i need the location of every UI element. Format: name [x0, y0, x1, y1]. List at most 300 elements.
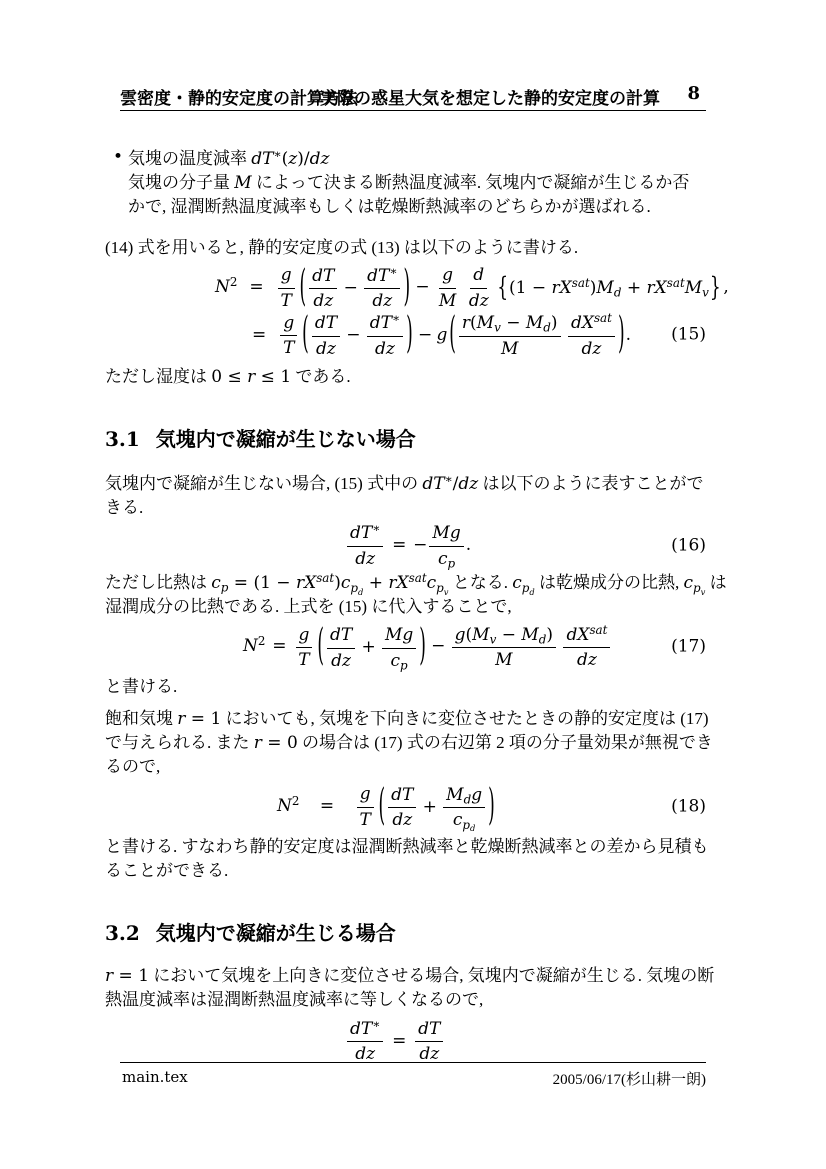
text: で与えられる. また: [105, 733, 254, 753]
math-text: dz: [458, 474, 479, 495]
math-roman: ∗: [389, 263, 398, 278]
page-number: 8: [687, 83, 700, 104]
text: は乾燥成分の比熱,: [534, 573, 684, 593]
math-text: v: [443, 586, 449, 597]
math-text: r: [253, 733, 262, 754]
math-roman: ∗: [273, 147, 282, 162]
math-text: d: [538, 632, 547, 647]
math-roman: =: [272, 636, 287, 657]
math-text: v: [702, 285, 709, 300]
math-text: p: [521, 581, 530, 596]
math-text: dz: [419, 1044, 440, 1065]
equation-row: [252, 308, 706, 360]
section-title: 気塊内で凝縮が生じる場合: [155, 922, 396, 945]
math-text: c: [437, 548, 448, 569]
math-text: g: [283, 312, 295, 333]
math-roman: )/: [297, 149, 310, 169]
fraction: [436, 265, 459, 311]
math-text: c: [452, 810, 463, 831]
numerator: [439, 265, 456, 289]
text-line: [105, 859, 706, 883]
inline-math: [211, 367, 291, 386]
fraction: [309, 266, 337, 312]
footer-rule: [120, 1062, 706, 1063]
superscript: [667, 276, 685, 290]
math-text: dX: [570, 313, 594, 334]
paren-group: [316, 620, 427, 673]
numerator: [296, 625, 313, 649]
math-text: c: [426, 573, 437, 594]
subscript: [400, 658, 408, 672]
math-roman: = 0: [261, 733, 298, 754]
numerator: [364, 263, 400, 290]
fraction: [568, 313, 615, 359]
fraction: [347, 523, 383, 569]
math-text: dX: [566, 624, 590, 645]
inline-math: [243, 620, 612, 673]
math-text: sat: [589, 622, 608, 637]
math-text: M: [525, 313, 544, 334]
math-text: v: [489, 632, 497, 647]
math-text: M: [476, 313, 495, 334]
math-roman: =: [252, 324, 267, 345]
superscript: [258, 635, 266, 649]
inline-math: [252, 308, 631, 360]
equation-16: [105, 522, 706, 569]
right-paren-icon: ): [403, 261, 411, 313]
math-text: p: [447, 556, 456, 571]
denominator: [579, 337, 605, 360]
subscript: [543, 321, 551, 335]
math-text: T: [298, 650, 310, 671]
math-roman: =: [392, 535, 407, 556]
paragraph-humidity-range: [105, 365, 706, 389]
math-text: p: [693, 581, 701, 596]
math-roman: −: [346, 325, 361, 346]
math-text: p: [436, 581, 444, 596]
numerator: [388, 785, 416, 809]
math-text: dz: [372, 291, 393, 312]
math-roman: (: [465, 624, 473, 645]
brace-content: [509, 265, 709, 311]
left-paren-icon: (: [378, 780, 386, 832]
paren-content: [386, 784, 487, 834]
text-line: [105, 755, 706, 779]
paragraph-can-write: [105, 675, 706, 699]
math-text: M: [438, 290, 457, 311]
fraction: [312, 313, 340, 359]
inline-math: [254, 733, 298, 752]
text: 熱温度減率は湿潤断熱温度減率に等しくなるので,: [105, 989, 484, 1009]
text: においても, 気塊を下向きに変位させたときの静的安定度は (17): [221, 709, 709, 729]
text: となる.: [448, 573, 513, 593]
math-text: dz: [316, 338, 336, 359]
math-text: g: [436, 324, 448, 345]
equation-row: [243, 620, 706, 673]
math-text: M: [495, 650, 513, 671]
section-number: 3.2: [105, 920, 140, 945]
left-paren-icon: (: [317, 620, 324, 672]
math-text: dT: [418, 1018, 441, 1039]
inline-math: [345, 521, 472, 571]
text-line: [105, 365, 706, 389]
math-text: g: [298, 624, 310, 645]
text: ることができる.: [105, 860, 229, 880]
inline-math: [345, 1016, 445, 1065]
math-text: d: [613, 285, 622, 300]
paragraph-estimate: [105, 835, 709, 883]
math-roman: 0 ≤: [211, 367, 248, 388]
paren-content: [307, 265, 402, 312]
fraction: [295, 625, 312, 671]
math-text: M: [501, 338, 519, 359]
math-text: p: [400, 658, 408, 673]
math-text: T: [283, 338, 295, 359]
math-text: rX: [551, 278, 572, 299]
text-line: [105, 964, 715, 988]
math-roman: −: [496, 624, 522, 645]
math-roman: (: [470, 313, 477, 334]
math-roman: =: [319, 796, 335, 817]
left-paren-icon: (: [449, 308, 456, 360]
superscript: [273, 147, 281, 161]
math-text: N: [215, 277, 230, 297]
text: によって決まる断熱温度減率. 気塊内で凝縮が生じるか否: [251, 173, 690, 192]
math-text: c: [211, 573, 221, 594]
text: 湿潤成分の比熱である. 上式を (15) に代入することで,: [105, 597, 512, 617]
math-roman: = 1: [185, 709, 222, 730]
fraction: [429, 523, 463, 569]
subscript: [470, 824, 475, 833]
equation-18: [105, 780, 706, 834]
math-text: dT: [312, 265, 335, 286]
inline-math: [512, 573, 535, 597]
equation-row: [215, 261, 729, 313]
fraction: [382, 625, 416, 671]
paren-content: [325, 624, 418, 671]
math-roman: (1 −: [509, 278, 552, 299]
math-text: dz: [577, 650, 597, 671]
math-text: dz: [355, 1044, 376, 1065]
math-text: rX: [295, 573, 317, 594]
math-text: M: [684, 278, 703, 299]
equation-moist-lapse: [105, 1018, 706, 1065]
inline-math: [277, 780, 496, 834]
fraction: [452, 625, 556, 671]
math-roman: ≤ 1: [255, 367, 292, 388]
math-text: d: [473, 265, 485, 286]
math-text: dT: [350, 523, 373, 544]
math-text: T: [280, 290, 292, 311]
equation-number: (18): [671, 796, 706, 817]
right-paren-icon: ): [419, 620, 426, 672]
text: 飽和気塊: [105, 709, 178, 729]
math-text: rX: [388, 573, 409, 594]
math-text: dT: [422, 474, 445, 495]
paragraph-specific-heat: [105, 571, 727, 619]
superscript: [372, 521, 380, 535]
section-title: 気塊内で凝縮が生じない場合: [155, 429, 416, 452]
text: ただし湿度は: [105, 367, 212, 387]
superscript: [389, 264, 397, 278]
math-text: dT: [391, 784, 414, 805]
denominator: [466, 289, 492, 312]
denominator: [450, 808, 479, 834]
math-text: d: [529, 586, 535, 597]
math-text: dT: [369, 313, 393, 334]
math-roman: .: [625, 324, 631, 345]
subscript: [436, 581, 448, 595]
numerator: [415, 1019, 443, 1043]
text-line: [128, 195, 706, 219]
paragraph-condensation: [105, 964, 715, 1012]
math-roman: −: [431, 636, 446, 657]
math-roman: ): [546, 624, 554, 645]
header-right-title: 実際の惑星大気を想定した静的安定度の計算: [320, 89, 660, 108]
section-3-2: [105, 919, 706, 948]
inline-math: [234, 173, 251, 192]
denominator: [280, 336, 297, 359]
text-line: [128, 171, 706, 195]
math-text: dz: [392, 810, 413, 831]
subscript: [350, 581, 363, 595]
bullet-icon: •: [113, 147, 124, 167]
denominator: [356, 808, 373, 831]
numerator: [312, 313, 340, 337]
math-text: p: [462, 817, 471, 832]
text-line: [105, 988, 706, 1012]
math-text: sat: [408, 571, 427, 586]
equation-15: [105, 261, 729, 360]
document-body: [105, 147, 729, 1065]
equation-row: [345, 522, 706, 569]
inline-math: [215, 261, 729, 313]
math-roman: 2: [291, 794, 300, 809]
math-text: dT: [367, 265, 390, 286]
text: は以下のように表すことがで: [478, 474, 704, 494]
math-roman: ∗: [372, 521, 381, 536]
fraction: [367, 313, 403, 359]
math-text: g: [471, 784, 483, 805]
math-text: v: [700, 586, 706, 597]
math-text: c: [683, 573, 694, 594]
text: と書ける.: [105, 677, 178, 697]
math-text: M: [446, 784, 464, 805]
numerator: [357, 784, 374, 808]
fraction: [356, 784, 373, 830]
numerator: [429, 523, 463, 547]
paren-group: [301, 308, 414, 360]
math-text: g: [359, 784, 371, 805]
math-text: c: [390, 650, 401, 671]
math-text: dz: [331, 650, 351, 671]
fraction: [277, 265, 294, 311]
math-roman: = (1 −: [228, 573, 296, 594]
math-text: Mg: [384, 625, 414, 646]
numerator: [309, 266, 337, 290]
math-roman: +: [621, 278, 647, 299]
text: の場合は (17) 式の右辺第 2 項の分子量効果が無視でき: [297, 733, 713, 753]
math-text: c: [340, 573, 351, 594]
fraction: [347, 1016, 383, 1065]
superscript: [292, 794, 300, 808]
equation-row: [277, 780, 706, 834]
inline-math: [105, 966, 149, 985]
equation-number: (16): [671, 535, 706, 556]
math-roman: ∗: [392, 311, 401, 326]
math-roman: .: [465, 535, 472, 556]
inline-math: [177, 709, 221, 728]
numerator: [452, 625, 556, 649]
math-text: r: [105, 965, 114, 986]
text: 気塊の分子量: [128, 173, 235, 192]
equation-number: (15): [671, 324, 706, 345]
math-text: dz: [313, 291, 334, 312]
text-line: [105, 236, 706, 260]
superscript: [445, 472, 453, 486]
text-line: [105, 675, 706, 699]
superscript: [372, 1017, 380, 1031]
text: は: [705, 573, 727, 593]
subscript: [702, 286, 709, 300]
bullet-temperature-lapse-rate: [105, 147, 706, 219]
equation-number: (17): [671, 636, 706, 657]
left-paren-icon: (: [299, 261, 307, 313]
math-text: g: [280, 265, 292, 286]
text: において気塊を上向きに変位させる場合, 気塊内で凝縮が生じる. 気塊の断: [149, 965, 715, 985]
math-text: dT: [350, 1018, 373, 1039]
fraction: [364, 263, 400, 312]
text: (14) 式を用いると, 静的安定度の式 (13) は以下のように書ける.: [105, 238, 579, 257]
subscript: [494, 321, 501, 335]
text: かで, 湿潤断熱温度減率もしくは乾燥断熱減率のどちらかが選ばれる.: [128, 197, 651, 216]
fraction: [280, 313, 297, 359]
equation-row: [345, 1018, 706, 1065]
math-roman: ∗: [372, 1016, 381, 1031]
math-roman: ∗: [444, 472, 453, 487]
paragraph-saturated-parcel: [105, 707, 713, 779]
math-text: dz: [581, 338, 602, 359]
superscript: [589, 623, 607, 637]
math-roman: 2: [257, 634, 266, 649]
equation-17: [105, 620, 706, 673]
text-line: [105, 835, 709, 859]
text-line: [105, 472, 706, 496]
subscript: [462, 818, 475, 832]
math-roman: (: [281, 149, 289, 169]
numerator: [280, 313, 297, 337]
text: ただし比熱は: [105, 573, 212, 593]
numerator: [278, 265, 295, 289]
inline-math: [683, 573, 706, 597]
text: 気塊内で凝縮が生じない場合, (15) 式中の: [105, 474, 423, 494]
math-roman: /: [452, 474, 459, 495]
denominator: [277, 289, 294, 312]
math-roman: −: [500, 313, 526, 334]
fraction: [415, 1019, 443, 1065]
text: と書ける. すなわち静的安定度は湿潤断熱減率と乾燥断熱減率との差から見積も: [105, 836, 709, 856]
text: である.: [291, 367, 351, 387]
math-roman: +: [422, 796, 437, 817]
inline-math: [211, 571, 449, 597]
math-roman: 2: [229, 275, 238, 290]
right-paren-icon: ): [406, 308, 413, 360]
subscript: [522, 581, 535, 595]
inline-math: [251, 149, 329, 168]
math-text: dz: [375, 338, 395, 359]
math-text: sat: [316, 571, 335, 586]
math-roman: −: [413, 535, 428, 556]
text-line: [105, 571, 727, 597]
numerator: [367, 313, 403, 337]
math-text: N: [277, 796, 292, 817]
math-text: dT: [251, 149, 274, 169]
text-line: [128, 147, 706, 171]
math-text: p: [350, 581, 358, 596]
fraction: [459, 313, 561, 359]
math-roman: −: [418, 324, 433, 345]
right-brace-icon: }: [709, 271, 721, 303]
math-text: sat: [593, 311, 612, 326]
math-roman: ,: [723, 277, 729, 297]
left-brace-icon: {: [497, 271, 509, 303]
denominator: [498, 337, 521, 360]
math-text: dz: [355, 548, 376, 569]
denominator: [352, 547, 378, 570]
math-text: M: [521, 624, 539, 645]
denominator: [328, 649, 354, 672]
math-text: d: [543, 320, 551, 335]
math-roman: +: [363, 573, 389, 594]
paren-group: [448, 308, 625, 360]
numerator: [470, 265, 487, 289]
paren-group: [299, 261, 412, 313]
math-text: Mg: [432, 523, 461, 544]
superscript: [409, 572, 427, 586]
paren-group: [378, 780, 496, 834]
numerator: [327, 625, 355, 649]
paragraph-no-condensation: [105, 472, 706, 520]
math-text: p: [220, 581, 229, 596]
left-paren-icon: (: [302, 308, 309, 360]
denominator: [310, 289, 336, 312]
math-text: d: [463, 792, 472, 807]
text-line: [105, 496, 706, 520]
subscript: [448, 556, 456, 570]
math-text: T: [359, 809, 371, 830]
math-roman: +: [361, 636, 376, 657]
fraction: [388, 785, 416, 831]
superscript: [316, 572, 334, 586]
math-text: v: [494, 320, 501, 335]
brace-group: [496, 271, 721, 303]
section-3-1: [105, 425, 706, 454]
paren-content: [310, 312, 405, 359]
math-text: N: [243, 636, 258, 657]
math-text: rX: [646, 278, 667, 299]
denominator: [369, 289, 395, 312]
right-paren-icon: ): [488, 780, 495, 832]
math-text: d: [470, 823, 476, 834]
denominator: [388, 649, 411, 672]
denominator: [295, 648, 312, 671]
header-left-title: 雲密度・静的安定度の計算方法: [120, 89, 358, 108]
math-text: g: [454, 624, 466, 645]
superscript: [572, 276, 590, 290]
text-line: [105, 707, 709, 731]
footer-date-author: 2005/06/17(杉山耕一朗): [552, 1072, 706, 1088]
math-roman: =: [249, 277, 264, 297]
